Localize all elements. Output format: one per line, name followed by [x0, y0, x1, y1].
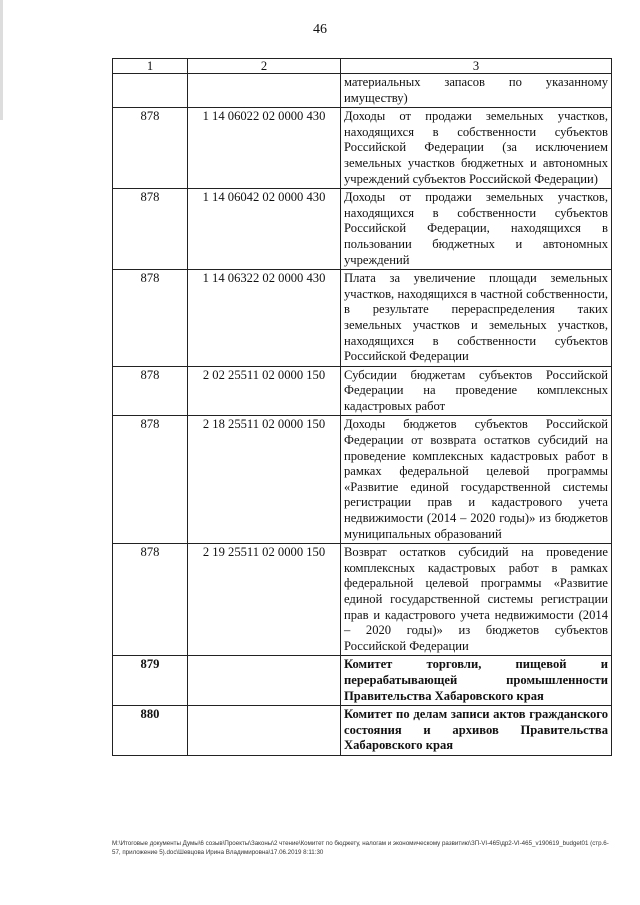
admin-code-cell: 878	[113, 366, 188, 416]
table-header-row	[113, 59, 612, 74]
column-header-3: 3	[341, 59, 612, 74]
budget-code-cell	[188, 74, 341, 108]
admin-code-cell: 878	[113, 189, 188, 270]
admin-code-cell: 878	[113, 270, 188, 367]
description-cell: Доходы от продажи земельных участков, находящихся в собственности субъектов Российской Федерации, находящихся в пользовании бюджетных и автономных учреждений	[341, 189, 612, 270]
budget-code-cell: 2 19 25511 02 0000 150	[188, 544, 341, 656]
description-cell: Возврат остатков субсидий на проведение комплексных кадастровых работ в рамках федеральной целевой программы «Развитие единой государственной системы регистрации прав и кадастрового учета недвижимости (2014 – 2020 годы)» из бюджетов субъектов Российской Федерации	[341, 544, 612, 656]
table-row	[113, 270, 612, 367]
table-row	[113, 366, 612, 416]
admin-code-cell: 878	[113, 544, 188, 656]
budget-code-cell: 1 14 06322 02 0000 430	[188, 270, 341, 367]
column-header-1: 1	[113, 59, 188, 74]
budget-code-cell	[188, 706, 341, 756]
admin-code-cell: 880	[113, 706, 188, 756]
page-number: 46	[313, 22, 327, 37]
revenue-codes-table	[112, 58, 612, 756]
admin-code-cell: 878	[113, 416, 188, 544]
description-cell: Комитет по делам записи актов гражданского состояния и архивов Правительства Хабаровского края	[341, 706, 612, 756]
table-row	[113, 544, 612, 656]
description-cell: Доходы от продажи земельных участков, находящихся в собственности субъектов Российской Федерации (за исключением земельных участков бюджетных и автономных учреждений субъектов Российской Федерации)	[341, 108, 612, 189]
budget-code-cell: 2 02 25511 02 0000 150	[188, 366, 341, 416]
description-cell: Комитет торговли, пищевой и перерабатывающей промышленности Правительства Хабаровского края	[341, 656, 612, 706]
budget-code-cell: 1 14 06042 02 0000 430	[188, 189, 341, 270]
file-path-footer: M:\Итоговые документы Думы\6 созыв\Проекты\Законы\2 чтение\Комитет по бюджету, налогам и экономическому развитию\ЗП-VI-465\др2-VI-465_v190619_budget01 (стр.6-57, приложение 5).doc\Шевцова Ирина Владимировна\17.06.2019 8:11:30	[112, 840, 609, 856]
table-row	[113, 189, 612, 270]
budget-code-cell: 1 14 06022 02 0000 430	[188, 108, 341, 189]
description-cell: материальных запасов по указанному имуществу)	[341, 74, 612, 108]
budget-code-cell	[188, 656, 341, 706]
table-row	[113, 656, 612, 706]
description-cell: Плата за увеличение площади земельных участков, находящихся в частной собственности, в результате перераспределения таких земельных участков и земельных участков, находящихся в собственности субъектов Российской Федерации	[341, 270, 612, 367]
table-row	[113, 74, 612, 108]
column-header-2: 2	[188, 59, 341, 74]
admin-code-cell	[113, 74, 188, 108]
scan-edge	[0, 0, 3, 120]
admin-code-cell: 879	[113, 656, 188, 706]
table-row	[113, 108, 612, 189]
table-row	[113, 416, 612, 544]
admin-code-cell: 878	[113, 108, 188, 189]
description-cell: Доходы бюджетов субъектов Российской Федерации от возврата остатков субсидий на проведение комплексных кадастровых работ в рамках федеральной целевой программы «Развитие единой государственной системы регистрации прав и кадастрового учета недвижимости (2014 – 2020 годы)» из бюджетов муниципальных образований	[341, 416, 612, 544]
description-cell: Субсидии бюджетам субъектов Российской Федерации на проведение комплексных кадастровых работ	[341, 366, 612, 416]
table-body	[113, 74, 612, 756]
budget-code-cell: 2 18 25511 02 0000 150	[188, 416, 341, 544]
table-row	[113, 706, 612, 756]
